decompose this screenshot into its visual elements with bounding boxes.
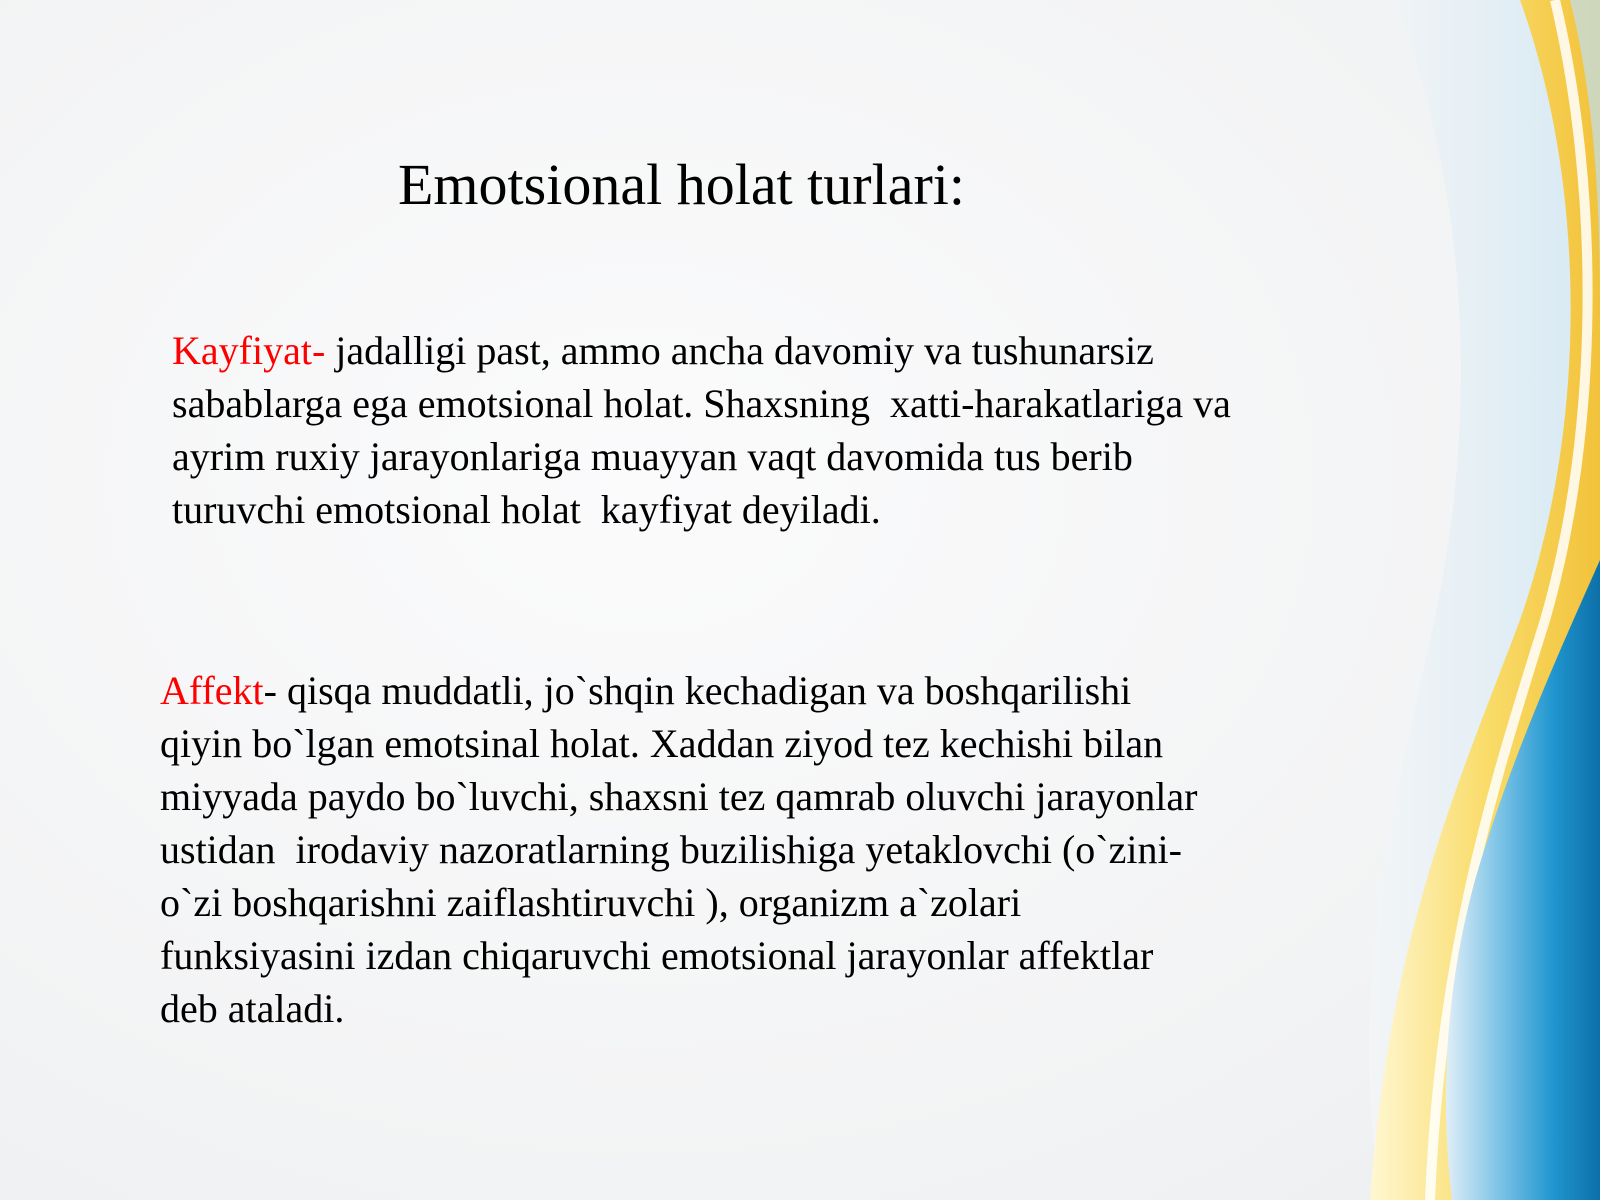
- paragraph-text: jadalligi past, ammo ancha davomiy va tushunarsiz: [325, 328, 1154, 373]
- paragraph-line: [172, 324, 1362, 377]
- paragraph-line: o`zi boshqarishni zaiflashtiruvchi ), organizm a`zolari: [160, 880, 1022, 925]
- paragraph-line: sabablarga ega emotsional holat. Shaxsning xatti-harakatlariga va: [172, 381, 1231, 426]
- term-kayfiyat: Kayfiyat-: [172, 328, 326, 373]
- paragraph-affekt: [160, 664, 1340, 1035]
- paragraph-line: ustidan irodaviy nazoratlarning buzilishiga yetaklovchi (o`zini-: [160, 827, 1182, 872]
- slide-title: Emotsional holat turlari:: [398, 152, 966, 217]
- term-affekt: Affekt: [160, 668, 264, 713]
- paragraph-line: [160, 664, 1340, 717]
- paragraph-line: deb ataladi.: [160, 986, 345, 1031]
- paragraph-line: qiyin bo`lgan emotsinal holat. Xaddan ziyod tez kechishi bilan: [160, 721, 1164, 766]
- paragraph-line: miyyada paydo bo`luvchi, shaxsni tez qamrab oluvchi jarayonlar: [160, 774, 1198, 819]
- paragraph-line: funksiyasini izdan chiqaruvchi emotsional jarayonlar affektlar: [160, 933, 1154, 978]
- paragraph-line: turuvchi emotsional holat kayfiyat deyiladi.: [172, 487, 881, 532]
- paragraph-line: ayrim ruxiy jarayonlariga muayyan vaqt davomida tus berib: [172, 434, 1133, 479]
- paragraph-text: - qisqa muddatli, jo`shqin kechadigan va boshqarilishi: [263, 668, 1132, 713]
- paragraph-kayfiyat: [172, 324, 1362, 536]
